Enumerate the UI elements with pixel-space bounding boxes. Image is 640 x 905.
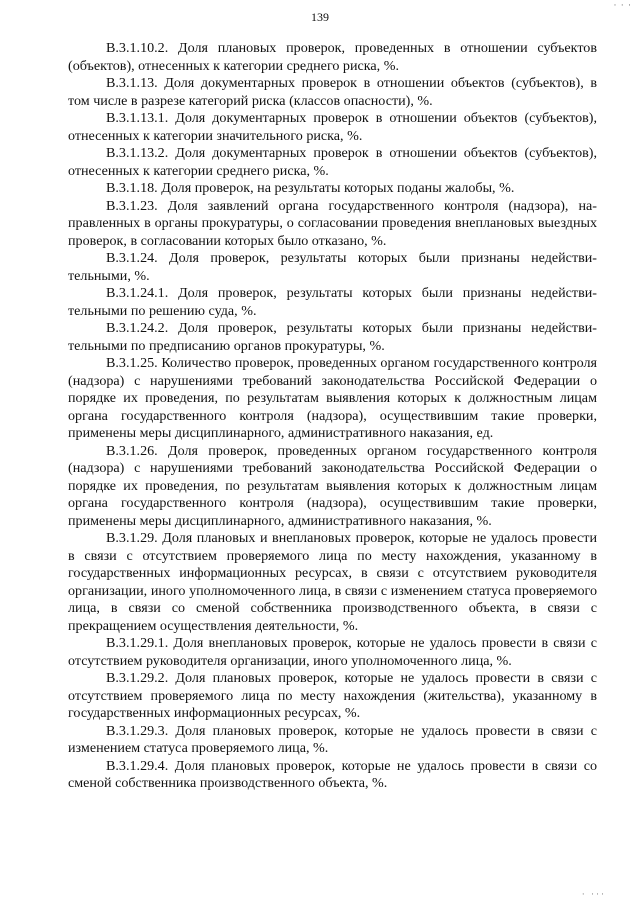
paragraph-3-1-13-1: В.3.1.13.1. Доля документарных проверок в отношении объектов (субъектов), отнесенных к категории значительного риска, %. xyxy=(68,110,597,144)
paragraph-3-1-29-2: В.3.1.29.2. Доля плановых проверок, которые не удалось провести в связи с отсутствием проверяемого лица по месту нахождения (жительства), указанному в государственных информационных ресурсах, %. xyxy=(68,670,597,721)
paragraph-3-1-26: В.3.1.26. Доля проверок, проведенных органом государственного контроля (надзора) с нарушениями требований законодательства Российской Федерации о порядке их проведения, по результатам выявления которых к должностным лицам органа государственного контроля (надзора), осуществившим такие проверки, применены меры дисциплинарного, административного наказания, %. xyxy=(68,442,597,529)
scan-corner-mark-bottom: · ··· xyxy=(581,889,606,899)
paragraph-3-1-25: В.3.1.25. Количество проверок, проведенных органом государственного контроля (надзора) с нарушениями требований законодательства Российской Федерации о порядке их проведения, по результатам выявления которых к должностным лицам органа государственного контроля (надзора), осуществившим такие проверки, применены меры дисциплинарного, административного наказания, ед. xyxy=(68,355,597,441)
paragraph-3-1-29-1: В.3.1.29.1. Доля внеплановых проверок, которые не удалось провести в связи с отсутствием руководителя организации, иного уполномоченного лица, %. xyxy=(68,635,597,669)
paragraph-3-1-24-2: В.3.1.24.2. Доля проверок, результаты которых были признаны недействительными по предписанию органов прокуратуры, %. xyxy=(68,320,597,354)
paragraph-3-1-29-3: В.3.1.29.3. Доля плановых проверок, которые не удалось провести в связи с изменением статуса проверяемого лица, %. xyxy=(68,722,597,756)
paragraph-3-1-13: В.3.1.13. Доля документарных проверок в отношении объектов (субъектов), в том числе в разрезе категорий риска (классов опасности), %. xyxy=(68,75,597,109)
paragraph-3-1-29-4: В.3.1.29.4. Доля плановых проверок, которые не удалось провести в связи со сменой собственника производственного объекта, %. xyxy=(68,757,597,791)
scan-corner-mark: · · · xyxy=(613,0,632,10)
paragraph-3-1-13-2: В.3.1.13.2. Доля документарных проверок в отношении объектов (субъектов), отнесенных к категории среднего риска, %. xyxy=(68,145,597,179)
page-number: 139 xyxy=(311,10,329,24)
paragraph-3-1-29: В.3.1.29. Доля плановых и внеплановых проверок, которые не удалось провести в связи с отсутствием проверяемого лица по месту нахождения, указанному в государственных информационных ресурсах, в связи с отсутствием руководителя организации, иного уполномоченного лица, в связи с изменением статуса проверяемого лица, в связи со сменой собственника производственного объекта, в связи с прекращением осуществления деятельности, %. xyxy=(68,530,597,634)
paragraph-3-1-10-2: В.3.1.10.2. Доля плановых проверок, проведенных в отношении субъектов (объектов), отнесенных к категории среднего риска, %. xyxy=(68,40,597,74)
paragraph-3-1-24-1: В.3.1.24.1. Доля проверок, результаты которых были признаны недействительными по решению суда, %. xyxy=(68,285,597,319)
paragraph-3-1-18: В.3.1.18. Доля проверок, на результаты которых поданы жалобы, %. xyxy=(106,180,515,196)
paragraph-3-1-23: В.3.1.23. Доля заявлений органа государственного контроля (надзора), направленных в органы прокуратуры, о согласовании проведения внеплановых выездных проверок, в согласовании которых было отказано, %. xyxy=(68,197,597,249)
document-body xyxy=(68,40,597,793)
paragraph-3-1-24: В.3.1.24. Доля проверок, результаты которых были признаны недействительными, %. xyxy=(68,250,597,284)
